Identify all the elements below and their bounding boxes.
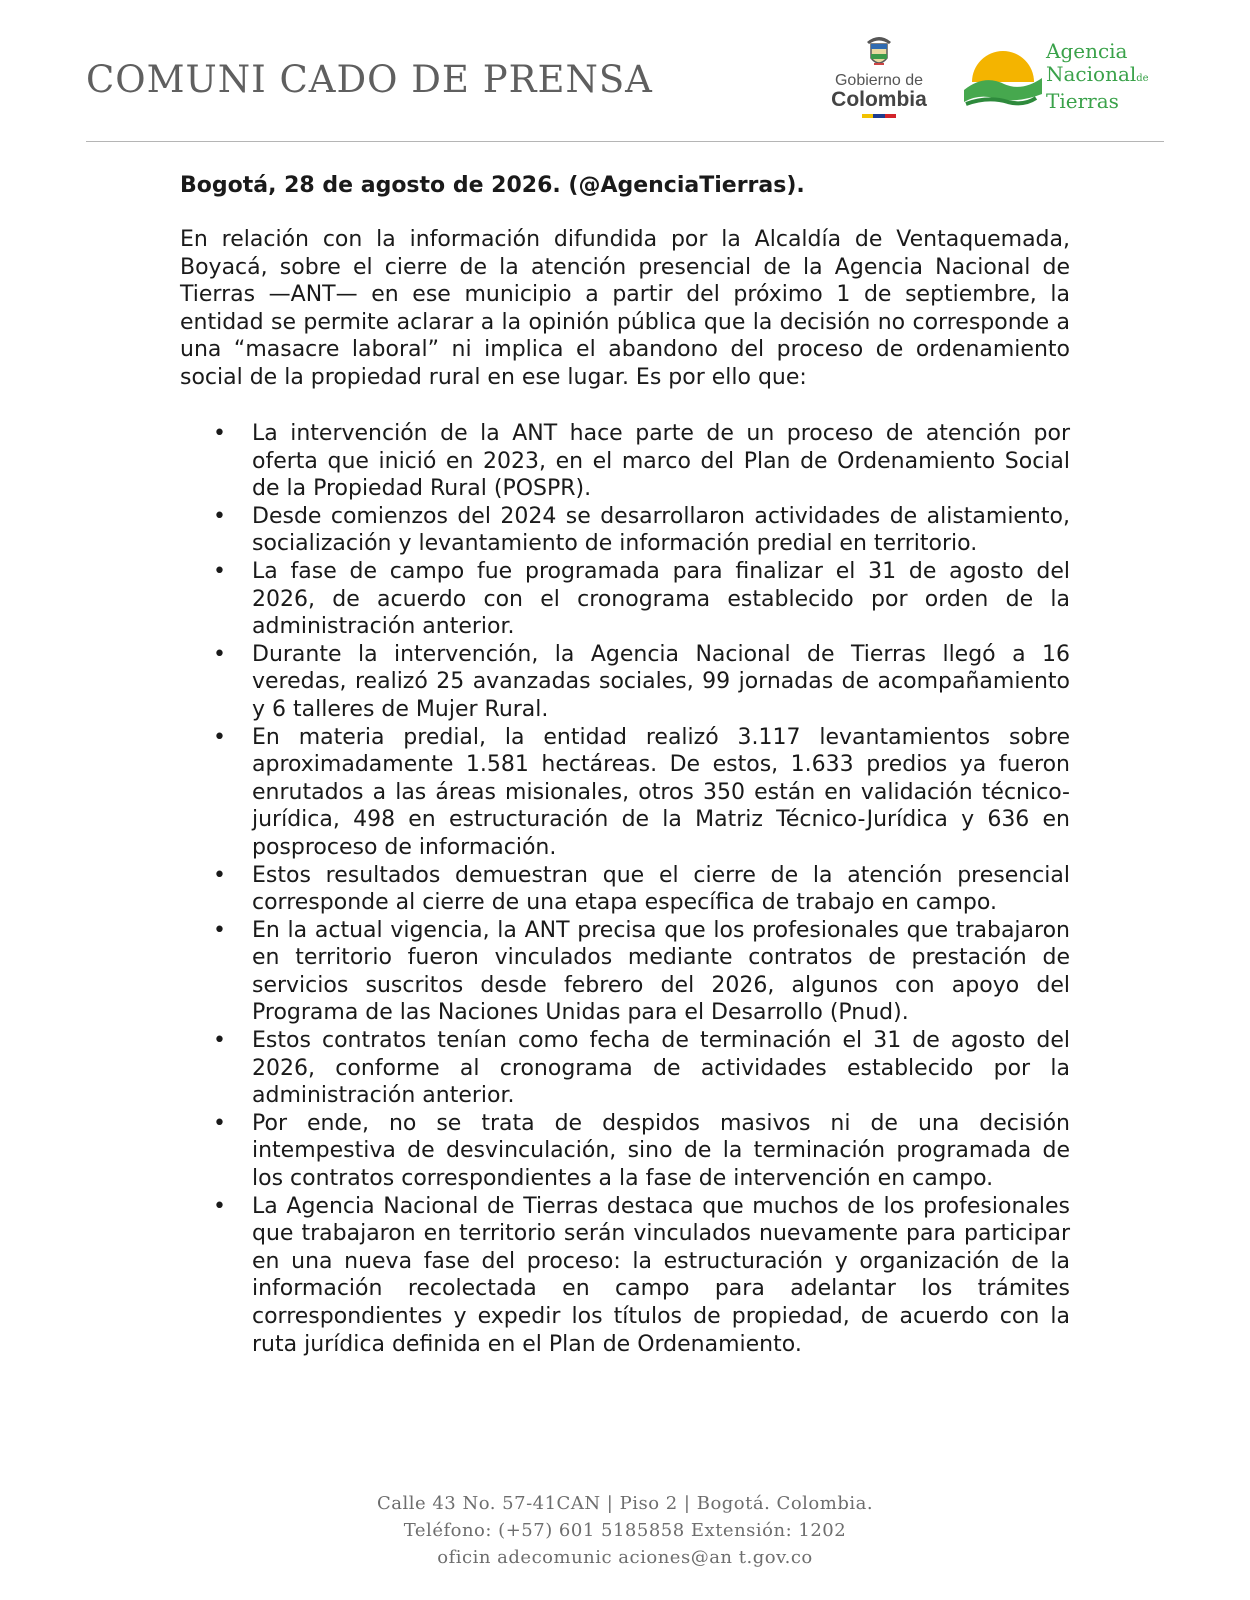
bullet-icon: • — [213, 1193, 226, 1219]
agency-name-line1: Agencia — [1046, 39, 1128, 63]
bullet-icon: • — [213, 1110, 226, 1136]
bullet-list — [180, 420, 1070, 1358]
list-item: • En materia predial, la entidad realizó 3.117 levantamientos sobre aproximadamente 1.581 hectáreas. De estos, 1.633 predios ya fueron enrutados a las áreas misionales, otros 350 están en validación técnico-jurídica, 498 en estructuración de la Matriz Técnico-Jurídica y 636 en posproceso de información. — [213, 724, 1070, 860]
gobierno-colombia-logo — [824, 32, 934, 122]
intro-paragraph: En relación con la información difundida por la Alcaldía de Ventaquemada, Boyacá, sobre el cierre de la atención presencial de la Agencia Nacional de Tierras —ANT— en ese municipio a partir del próximo 1 de septiembre, la entidad se permite aclarar a la opinión pública que la decisión no corresponde a una “masacre laboral” ni implica el abandono del proceso de ordenamiento social de la propiedad rural en ese lugar. Es por ello que: — [180, 227, 1070, 390]
agency-name-line3: Tierras — [1046, 89, 1119, 113]
footer-address: Calle 43 No. 57-41CAN | Piso 2 | Bogotá. Colombia. — [376, 1493, 874, 1514]
list-item: • La Agencia Nacional de Tierras destaca que muchos de los profesionales que trabajaron en territorio serán vinculados nuevamente para participar en una nueva fase del proceso: la estructuración y organización de la información recolectada en campo para adelantar los trámites correspondientes y expedir los títulos de propiedad, de acuerdo con la ruta jurídica definida en el Plan de Ordenamiento. — [213, 1193, 1070, 1357]
list-item: • La intervención de la ANT hace parte de un proceso de atención por oferta que inició en 2023, en el marco del Plan de Ordenamiento Social de la Propiedad Rural (POSPR). — [213, 421, 1070, 502]
coat-of-arms-icon — [864, 32, 894, 72]
header-divider — [86, 141, 1164, 142]
footer-phone: Teléfono: (+57) 601 5185858 Extensión: 1202 — [403, 1520, 847, 1541]
bullet-icon: • — [213, 917, 226, 943]
list-item: • Estos contratos tenían como fecha de terminación el 31 de agosto del 2026, conforme al cronograma de actividades establecido por la administración anterior. — [213, 1028, 1070, 1109]
gov-logo-line2: Colombia — [831, 88, 927, 111]
gov-logo-line1: Gobierno de — [834, 72, 924, 89]
list-item: • Desde comienzos del 2024 se desarrollaron actividades de alistamiento, socialización y levantamiento de información predial en territorio. — [213, 503, 1070, 557]
list-item: • La fase de campo fue programada para finalizar el 31 de agosto del 2026, de acuerdo con el cronograma establecido por orden de la administración anterior. — [213, 558, 1070, 640]
footer — [0, 1490, 1250, 1571]
colombia-flag-stripe — [862, 114, 896, 118]
bullet-icon: • — [213, 558, 226, 584]
bullet-icon: • — [213, 641, 226, 667]
agencia-nacional-tierras-logo — [964, 40, 1154, 115]
bullet-icon: • — [213, 862, 226, 888]
bullet-icon: • — [213, 421, 226, 446]
list-item: • En la actual vigencia, la ANT precisa que los profesionales que trabajaron en territorio fueron vinculados mediante contratos de prestación de servicios suscritos desde febrero del 2026, algunos con apoyo del Programa de las Naciones Unidas para el Desarrollo (Pnud). — [213, 917, 1070, 1026]
agency-name — [1046, 40, 1149, 113]
agency-name-line2: Nacionalde — [1046, 62, 1149, 86]
bullet-icon: • — [213, 503, 226, 529]
footer-email: oficin adecomunic aciones@an t.gov.co — [437, 1547, 813, 1568]
dateline: Bogotá, 28 de agosto de 2026. (@AgenciaTierras). — [180, 173, 805, 198]
sun-hills-hand-icon — [964, 46, 1042, 108]
list-item: • Estos resultados demuestran que el cierre de la atención presencial corresponde al cierre de una etapa específica de trabajo en campo. — [213, 862, 1070, 916]
list-item: • Por ende, no se trata de despidos masivos ni de una decisión intempestiva de desvinculación, sino de la terminación programada de los contratos correspondientes a la fase de intervención en campo. — [213, 1110, 1070, 1192]
bullet-icon: • — [213, 1028, 226, 1054]
document-title: COMUNI CADO DE PRENSA — [86, 58, 653, 101]
bullet-icon: • — [213, 724, 226, 750]
list-item: • Durante la intervención, la Agencia Nacional de Tierras llegó a 16 veredas, realizó 25 avanzadas sociales, 99 jornadas de acompañamiento y 6 talleres de Mujer Rural. — [213, 641, 1070, 722]
